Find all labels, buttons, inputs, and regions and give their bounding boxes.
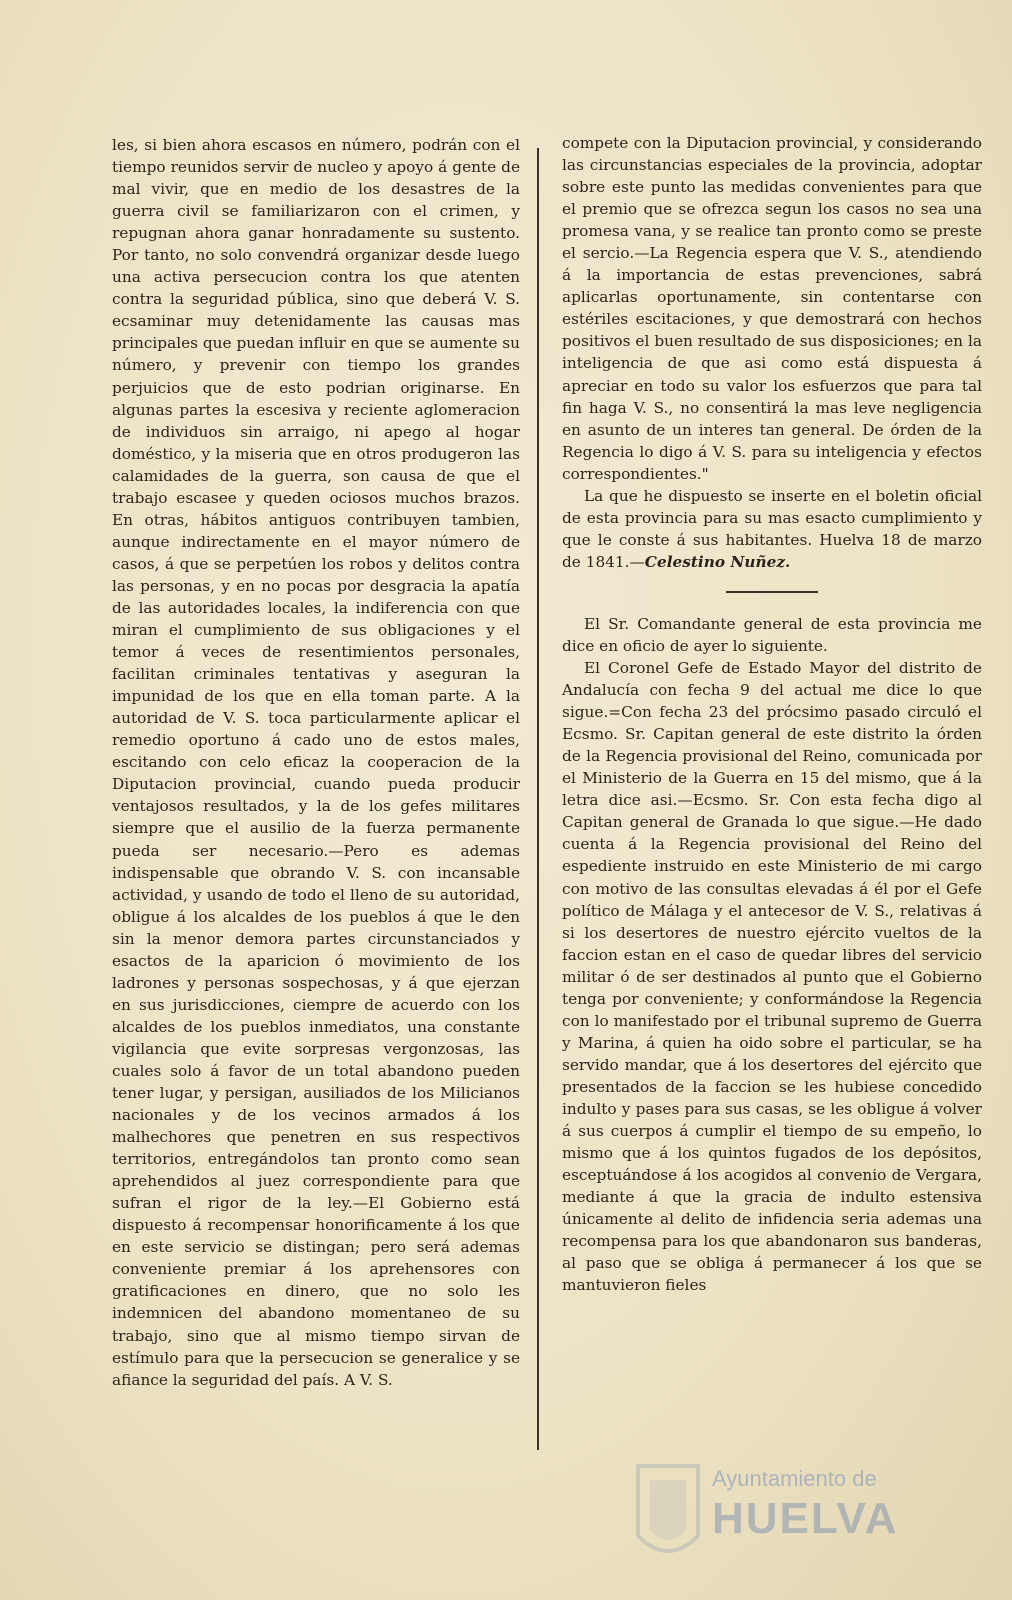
publication-note-text: La que he dispuesto se inserte en el boletin oficial de esta provincia para su mas esacto cumplimiento y que le conste á sus habitantes. Huelva 18 de marzo de 1841.— (562, 486, 982, 571)
left-column-text: les, si bien ahora escasos en número, podrán con el tiempo reunidos servir de nucleo y apoyo á gente de mal vivir, que en medio de los desastres de la guerra civil se familiarizaron con el crimen, y repugnan ahora ganar honradamente su sustento. Por tanto, no solo convendrá organizar desde luego una activa persecucion contra los que atenten contra la seguridad pública, sino que deberá V. S. ecsaminar muy detenidamente las causas mas principales que puedan influir en que se aumente su número, y prevenir con tiempo los grandes perjuicios que de esto podrian originarse. En algunas partes la escesiva y reciente aglomeracion de individuos sin arraigo, ni apego al hogar doméstico, y la miseria que en otros produgeron las calamidades de la guerra, son causa de que el trabajo escasee y queden ociosos muchos brazos. En otras, hábitos antiguos contribuyen tambien, aunque indirectamente en el mayor número de casos, á que se perpetúen los robos y delitos contra las personas, y en no pocas por desgracia la apatía de las autoridades locales, la indiferencia con que miran el cumplimiento de sus obligaciones y el temor á veces de resentimientos personales, facilitan criminales tentativas y aseguran la impunidad de los que en ella toman parte. A la autoridad de V. S. toca particularmente aplicar el remedio oportuno á cado uno de estos males, escitando con celo eficaz la cooperacion de la Diputacion provincial, cuando pueda producir ventajosos resultados, y la de los gefes militares siempre que el ausilio de la fuerza permanente pueda ser necesario.—Pero es ademas indispensable que obrando V. S. con incansable actividad, y usando de todo el lleno de su autoridad, obligue á los alcaldes de los pueblos á que le den sin la menor demora partes circunstanciados y esactos de la aparicion ó movimiento de los ladrones y personas sospechosas, y á que ejerzan en sus jurisdicciones, ciempre de acuerdo con los alcaldes de los pueblos inmediatos, una constante vigilancia que evite sorpresas vergonzosas, las cuales solo á favor de un total abandono pueden tener lugar, y persigan, ausiliados de los Milicianos nacionales y de los vecinos armados á los malhechores que penetren en sus respectivos territorios, entregándolos tan pronto como sean aprehendidos al juez correspondiente para que sufran el rigor de la ley.—El Gobierno está dispuesto á recompensar honorificamente á los que en este servicio se distingan; pero será ademas conveniente premiar á los aprehensores con gratificaciones en dinero, que no solo les indemnicen del abandono momentaneo de su trabajo, sino que al mismo tiempo sirvan de estímulo para que la persecucion se generalice y se afiance la seguridad del país. A V. S. (112, 136, 520, 1389)
watermark-line1: Ayuntamiento de (712, 1466, 877, 1491)
regency-order-end: compete con la Diputacion provincial, y considerando las circunstancias especiales de la provincia, adoptar sobre este punto las medidas convenientes para que el premio que se ofrezca segun los casos no sea una promesa vana, y se realice tan pronto como se preste el sercio.—La Regencia espera que V. S., atendiendo á la importancia de estas prevenciones, sabrá aplicarlas oportunamente, sin contentarse con estériles escitaciones, y que demostrará con hechos positivos el buen resultado de sus disposiciones; en la inteligencia de que asi como está dispuesta á apreciar en todo su valor los esfuerzos que para tal fin haga V. S., no consentirá la mas leve negligencia en asunto de un interes tan general. De órden de la Regencia lo digo á V. S. para su inteligencia y efectos correspondientes." (562, 134, 982, 483)
column-divider (537, 148, 539, 1450)
commander-intro: El Sr. Comandante general de esta provincia me dice en oficio de ayer lo siguiente. (562, 614, 982, 655)
colonel-order: El Coronel Gefe de Estado Mayor del distrito de Andalucía con fecha 9 del actual me dice lo que sigue.=Con fecha 23 del prócsimo pasado circuló el Ecsmo. Sr. Capitan general de este distrito la órden de la Regencia provisional del Reino, comunicada por el Ministerio de la Guerra en 15 del mismo, que á la letra dice asi.—Ecsmo. Sr. Con esta fecha digo al Capitan general de Granada lo que sigue.—He dado cuenta á la Regencia provisional del Reino del espediente instruido en este Ministerio de mi cargo con motivo de las consultas elevadas á él por el Gefe político de Málaga y el antecesor de V. S., relativas á si los desertores de nuestro ejército vueltos de la faccion estan en el caso de quedar libres del servicio militar ó de ser destinados al punto que el Gobierno tenga por conveniente; y conformándose la Regencia con lo manifestado por el tribunal supremo de Guerra y Marina, á quien ha oido sobre el particular, se ha servido mandar, que á los desertores del ejército que presentados de la faccion se les hubiese concedido indulto y pases para sus casas, se les obligue á volver á sus cuerpos á cumplir el tiempo de su empeño, lo mismo que á los quintos fugados de los depósitos, esceptuándose á los acogidos al convenio de Vergara, mediante á que la gracia de indulto estensiva únicamente al delito de infidencia seria ademas una recompensa para los que abandonaron sus banderas, al paso que se obliga á permanecer á los que se mantuvieron fieles (562, 659, 982, 1295)
right-column (562, 132, 982, 1296)
publication-note (562, 485, 982, 573)
signature: Celestino Nuñez. (644, 552, 791, 571)
left-column (112, 134, 520, 1391)
watermark-line2: HUELVA (712, 1494, 899, 1543)
section-rule (726, 591, 818, 593)
